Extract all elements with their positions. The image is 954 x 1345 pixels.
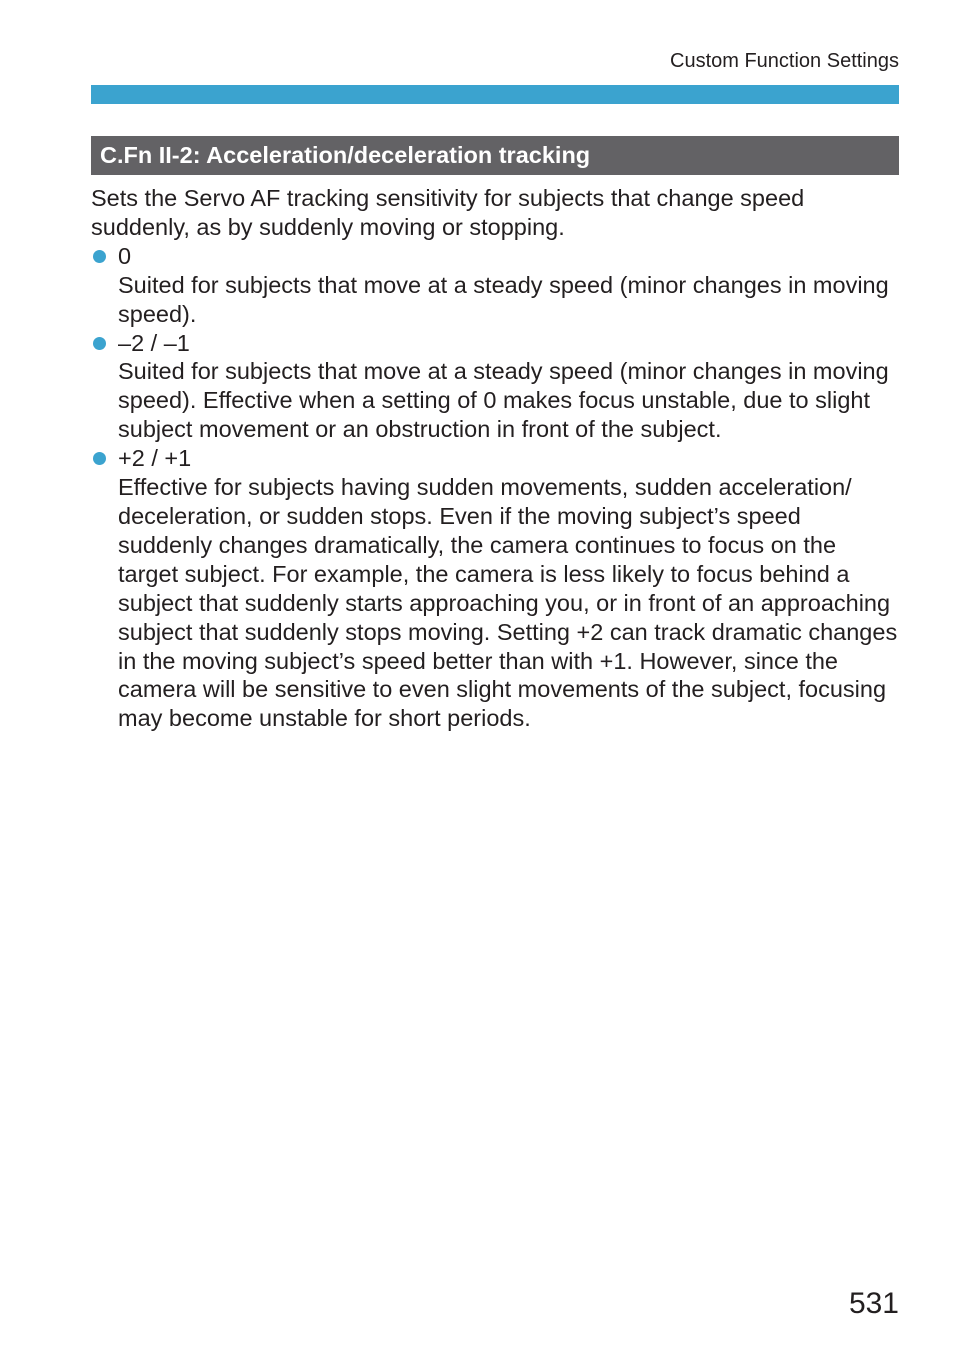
option-description: Effective for subjects having sudden movements, sudden acceleration/ deceleration, or sudden stops. Even if the moving subject’s speed suddenly changes dramatically, the camera continues to focus on the target subject. For example, the camera is less likely to focus behind a subject that suddenly starts approaching you, or in front of an approaching subject that suddenly stops moving. Setting +2 can track dramatic changes in the moving subject’s speed better than with +1. However, since the camera will be sensitive to even slight movements of the subject, focusing may become unstable for short periods. — [118, 474, 898, 732]
option-description: Suited for subjects that move at a steady speed (minor changes in moving speed). Effective when a setting of 0 makes focus unstable, due to slight subject movement or an obstruction in front of the subject. — [118, 358, 889, 443]
bullet-icon — [93, 250, 106, 263]
option-label: +2 / +1 — [118, 445, 192, 472]
option-label: 0 — [118, 242, 132, 269]
header-rule — [91, 85, 899, 104]
option-label: –2 / –1 — [118, 329, 190, 356]
page-number: 531 — [848, 1287, 899, 1320]
section-title: C.Fn II-2: Acceleration/deceleration tracking — [91, 136, 899, 175]
running-header: Custom Function Settings — [670, 50, 899, 72]
option-description: Suited for subjects that move at a steady speed (minor changes in moving speed). — [118, 271, 889, 327]
option-item-minus — [91, 329, 901, 445]
intro-paragraph: Sets the Servo AF tracking sensitivity for subjects that change speed suddenly, as by suddenly moving or stopping. — [91, 185, 805, 240]
content-body — [91, 184, 901, 733]
option-item-0 — [91, 242, 901, 329]
bullet-icon — [93, 452, 106, 465]
option-item-plus — [91, 444, 901, 733]
bullet-icon — [93, 337, 106, 350]
